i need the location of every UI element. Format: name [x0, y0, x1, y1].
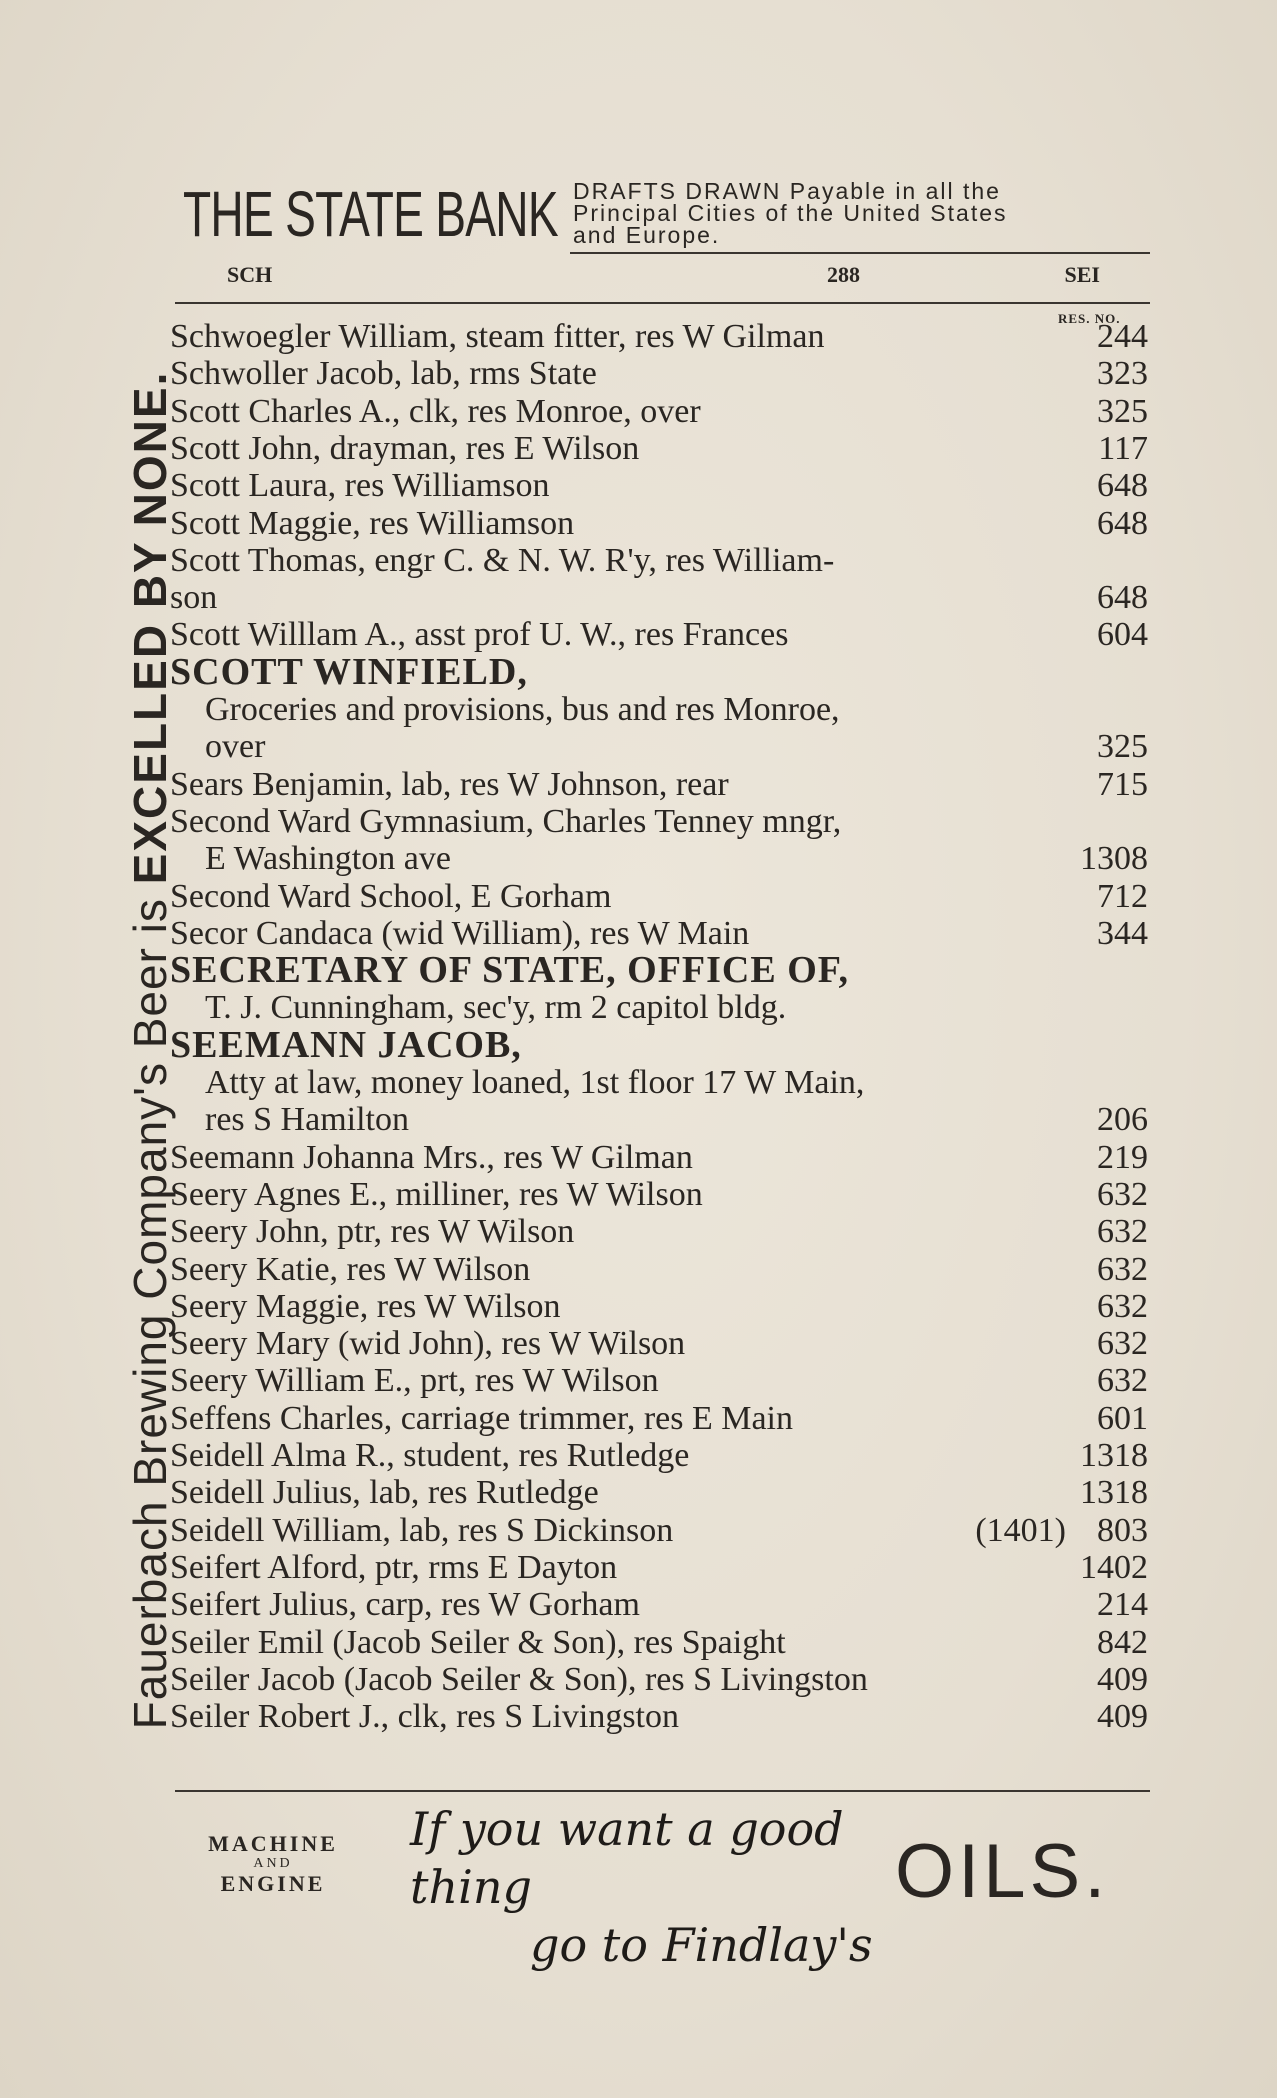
- entry-text: E Washington ave: [205, 840, 451, 878]
- directory-entry: [170, 318, 1148, 355]
- running-head-right: SEI: [1064, 262, 1100, 287]
- drafts-line-2: Principal Cities of the United States: [573, 200, 1008, 226]
- entry-text: Seidell Julius, lab, res Rutledge: [170, 1474, 599, 1512]
- directory-entry: [170, 1661, 1148, 1698]
- entry-text: Seery Agnes E., milliner, res W Wilson: [170, 1175, 703, 1213]
- page-number: 288: [827, 262, 860, 287]
- side-advertisement: [123, 371, 177, 1730]
- directory-entry: [170, 1437, 1148, 1474]
- entry-res-number: 323: [1097, 355, 1148, 393]
- entry-text: Seidell Alma R., student, res Rutledge: [170, 1437, 690, 1474]
- directory-entry: [170, 1251, 1148, 1288]
- findlay-script-ad: [410, 1800, 890, 1974]
- entry-res-number: 344: [1097, 914, 1148, 952]
- entry-res-number: 219: [1097, 1138, 1148, 1176]
- entry-res-number: 632: [1097, 1250, 1148, 1288]
- entry-text: Sears Benjamin, lab, res W Johnson, rear: [170, 765, 729, 803]
- entry-text: res S Hamilton: [205, 1101, 409, 1139]
- directory-entry: [170, 393, 1148, 430]
- directory-entry: [170, 803, 1148, 840]
- directory-entry: [170, 1362, 1148, 1399]
- entry-text: Seffens Charles, carriage trimmer, res E Main: [170, 1399, 794, 1437]
- entry-res-number: 632: [1097, 1362, 1148, 1400]
- entry-text: Seiler Emil (Jacob Seiler & Son), res Spaight: [170, 1623, 786, 1661]
- entry-res-number: 632: [1097, 1325, 1148, 1363]
- entry-text: Atty at law, money loaned, 1st floor 17 W Main,: [205, 1064, 865, 1101]
- entry-text: Second Ward School, E Gorham: [170, 877, 612, 915]
- entry-text: Scott Laura, res Williamson: [170, 467, 550, 505]
- entry-text: SECRETARY OF STATE, OFFICE OF,: [170, 949, 849, 992]
- directory-entry: [170, 616, 1148, 653]
- entry-res-number: 409: [1097, 1698, 1148, 1736]
- entry-text: Seery Mary (wid John), res W Wilson: [170, 1325, 686, 1363]
- entry-res-number: 1402: [1080, 1548, 1148, 1586]
- entry-text: Seifert Alford, ptr, rms E Dayton: [170, 1548, 618, 1586]
- entry-res-number: 604: [1097, 616, 1148, 654]
- running-head-rule: [175, 302, 1150, 304]
- entry-text: Seifert Julius, carp, res W Gorham: [170, 1586, 640, 1624]
- entry-text: Seery John, ptr, res W Wilson: [170, 1213, 575, 1251]
- res-no-label: RES. NO.: [1058, 311, 1121, 326]
- entry-res-number: 803: [1097, 1511, 1148, 1549]
- entry-res-number: 325: [1097, 728, 1148, 766]
- entry-text: son: [170, 579, 218, 617]
- directory-entry: [170, 467, 1148, 504]
- running-head: [175, 262, 1150, 292]
- entry-text: Seery Maggie, res W Wilson: [170, 1287, 561, 1325]
- entry-text: Groceries and provisions, bus and res Monroe,: [205, 691, 840, 728]
- entry-text: Scott Thomas, engr C. & N. W. R'y, res William-: [170, 541, 835, 579]
- entry-res-number: 842: [1097, 1623, 1148, 1661]
- entry-text: Seiler Jacob (Jacob Seiler & Son), res S Livingston: [170, 1660, 868, 1698]
- directory-entry: [170, 1176, 1148, 1213]
- drafts-line-3: and Europe.: [573, 222, 721, 248]
- entry-res-number: 632: [1097, 1213, 1148, 1251]
- and-text: AND: [253, 1856, 293, 1871]
- entry-res-number: 117: [1098, 429, 1148, 467]
- footer-rule: [175, 1790, 1150, 1792]
- entry-res-number: 715: [1097, 765, 1148, 803]
- directory-entry: [170, 878, 1148, 915]
- drafts-line-1: DRAFTS DRAWN Payable in all the: [573, 178, 1001, 204]
- directory-entry: [205, 1101, 1148, 1138]
- entry-res-number: 244: [1097, 318, 1148, 355]
- directory-entry: [170, 1624, 1148, 1661]
- entry-res-number: 206: [1097, 1101, 1148, 1139]
- bank-name: THE STATE BANK: [183, 178, 558, 250]
- entry-text: Schwoegler William, steam fitter, res W Gilman: [170, 318, 825, 355]
- machine-engine-label: [158, 1832, 388, 1896]
- directory-entry: [205, 989, 1148, 1026]
- entry-res-number: 632: [1097, 1287, 1148, 1325]
- script-line-2: go to Findlay's: [530, 1918, 873, 1972]
- directory-entry: [170, 1512, 1148, 1549]
- engine-text: ENGINE: [220, 1871, 326, 1896]
- directory-entry: [170, 355, 1148, 392]
- directory-entry: [170, 1288, 1148, 1325]
- machine-text: MACHINE: [208, 1831, 338, 1856]
- entry-text: Scott John, drayman, res E Wilson: [170, 429, 640, 467]
- entry-text: T. J. Cunningham, sec'y, rm 2 capitol bldg.: [205, 989, 787, 1027]
- script-line-1: If you want a good thing: [410, 1802, 844, 1914]
- header-rule: [570, 252, 1150, 254]
- entry-res-number: 1318: [1080, 1437, 1148, 1474]
- directory-entry: [205, 1064, 1148, 1101]
- entry-res-number: 409: [1097, 1660, 1148, 1698]
- entry-res-number: 325: [1097, 392, 1148, 430]
- entry-text: Seery Katie, res W Wilson: [170, 1250, 531, 1288]
- directory-entry: [170, 1698, 1148, 1735]
- entry-alt-number: (1401): [975, 1511, 1066, 1549]
- directory-entry: [170, 1139, 1148, 1176]
- directory-entry: [205, 840, 1148, 877]
- entry-res-number: 1308: [1080, 840, 1148, 878]
- entry-heading: [170, 949, 1148, 992]
- entry-text: Secor Candaca (wid William), res W Main: [170, 914, 750, 952]
- entry-res-number: 632: [1097, 1175, 1148, 1213]
- entry-text: SCOTT WINFIELD,: [170, 650, 528, 693]
- directory-entry: [170, 766, 1148, 803]
- oils-text: OILS.: [895, 1829, 1110, 1914]
- entry-text: Scott Willlam A., asst prof U. W., res Frances: [170, 616, 789, 654]
- entry-res-number: 601: [1097, 1399, 1148, 1437]
- entry-text: over: [205, 728, 266, 766]
- entry-text: Seidell William, lab, res S Dickinson: [170, 1511, 674, 1549]
- entry-text: Second Ward Gymnasium, Charles Tenney mngr,: [170, 802, 842, 840]
- directory-entry: [170, 1586, 1148, 1623]
- entry-heading: [170, 650, 1148, 693]
- entry-text: Seiler Robert J., clk, res S Livingston: [170, 1698, 680, 1736]
- entry-text: Seemann Johanna Mrs., res W Gilman: [170, 1138, 693, 1176]
- entry-res-number: 648: [1097, 504, 1148, 542]
- entry-text: Scott Maggie, res Williamson: [170, 504, 575, 542]
- bank-drafts-notice: [573, 180, 1148, 246]
- directory-entry: [170, 430, 1148, 467]
- entry-res-number: 712: [1097, 877, 1148, 915]
- directory-entry: [170, 505, 1148, 542]
- directory-entry: [170, 1400, 1148, 1437]
- entry-res-number: 648: [1097, 579, 1148, 617]
- entry-heading: [170, 1023, 1148, 1066]
- entry-text: Schwoller Jacob, lab, rms State: [170, 355, 597, 393]
- entry-text: Seery William E., prt, res W Wilson: [170, 1362, 659, 1400]
- directory-entry: [170, 542, 1148, 579]
- entry-text: Scott Charles A., clk, res Monroe, over: [170, 392, 701, 430]
- directory-entry: [170, 1325, 1148, 1362]
- directory-entry: [170, 579, 1148, 616]
- directory-entry: [170, 1549, 1148, 1586]
- entry-res-number: 214: [1097, 1586, 1148, 1624]
- entry-res-number: 648: [1097, 467, 1148, 505]
- running-head-left: SCH: [227, 262, 273, 287]
- directory-entry: [170, 1213, 1148, 1250]
- side-ad-text: Fauerbach Brewing Company's Beer is: [124, 884, 176, 1730]
- entry-res-number: 1318: [1080, 1474, 1148, 1512]
- entry-text: SEEMANN JACOB,: [170, 1023, 522, 1066]
- directory-entry: [205, 728, 1148, 765]
- directory-entry: [205, 691, 1148, 728]
- directory-entry: [170, 1474, 1148, 1511]
- directory-entry: [170, 915, 1148, 952]
- side-ad-emphasis: EXCELLED BY NONE.: [124, 370, 176, 885]
